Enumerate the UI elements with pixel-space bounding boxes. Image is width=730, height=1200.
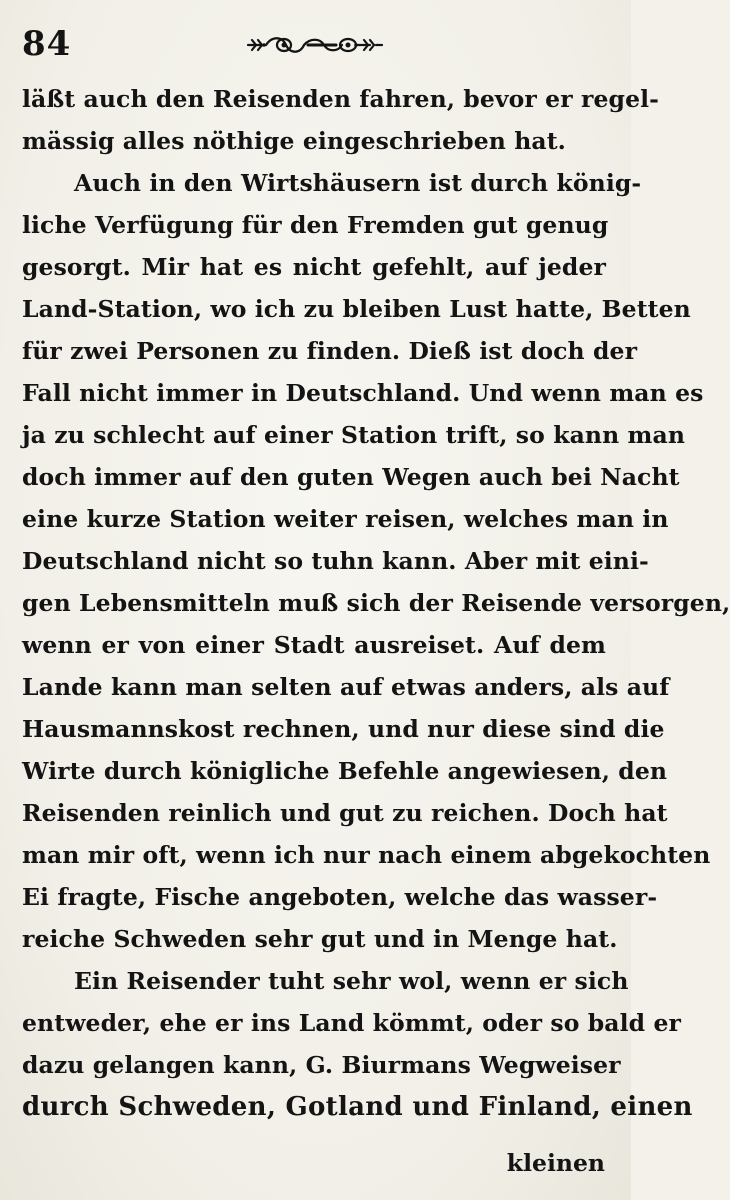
text-line: gesorgt. Mir hat es nicht gefehlt, auf jeder [22, 253, 606, 281]
text-line: entweder, ehe er ins Land kömmt, oder so bald er [22, 1009, 681, 1037]
text-line: Reisenden reinlich und gut zu reichen. Doch hat [22, 799, 668, 827]
text-line: doch immer auf den guten Wegen auch bei Nacht [22, 463, 680, 491]
text-line: eine kurze Station weiter reisen, welches man in [22, 505, 669, 533]
text-line: Auch in den Wirtshäusern ist durch könig- [74, 169, 642, 197]
text-line: läßt auch den Reisenden fahren, bevor er regel- [22, 85, 659, 113]
text-line: wenn er von einer Stadt ausreiset. Auf dem [22, 631, 606, 659]
text-line: reiche Schweden sehr gut und in Menge hat. [22, 925, 618, 953]
text-line: Ei fragte, Fische angeboten, welche das wasser- [22, 883, 658, 911]
text-line: Land-Station, wo ich zu bleiben Lust hatte, Betten [22, 295, 691, 323]
page-number: 84 [22, 24, 72, 64]
text-line: Ein Reisender tuht sehr wol, wenn er sich [74, 967, 629, 995]
text-line: Lande kann man selten auf etwas anders, als auf [22, 673, 670, 701]
text-line: man mir oft, wenn ich nur nach einem abgekochten [22, 841, 711, 869]
text-line: liche Verfügung für den Fremden gut genug [22, 211, 609, 239]
text-line: Hausmannskost rechnen, und nur diese sind die [22, 715, 665, 743]
catchword: kleinen [506, 1149, 605, 1177]
text-line: für zwei Personen zu finden. Dieß ist doch der [22, 337, 638, 365]
text-line: ja zu schlecht auf einer Station trift, so kann man [22, 421, 686, 449]
text-line: Deutschland nicht so tuhn kann. Aber mit eini- [22, 547, 649, 575]
floral-ornament-icon [244, 32, 386, 58]
text-line: Fall nicht immer in Deutschland. Und wenn man es [22, 379, 704, 407]
body-text [22, 78, 730, 1128]
text-line: Wirte durch königliche Befehle angewiesen, den [22, 757, 668, 785]
text-line: dazu gelangen kann, G. Biurmans Wegweiser [22, 1051, 621, 1079]
text-line: mässig alles nöthige eingeschrieben hat. [22, 127, 566, 155]
text-line: gen Lebensmitteln muß sich der Reisende versorgen, [22, 589, 730, 617]
text-line: durch Schweden, Gotland und Finland, einen [22, 1092, 693, 1122]
